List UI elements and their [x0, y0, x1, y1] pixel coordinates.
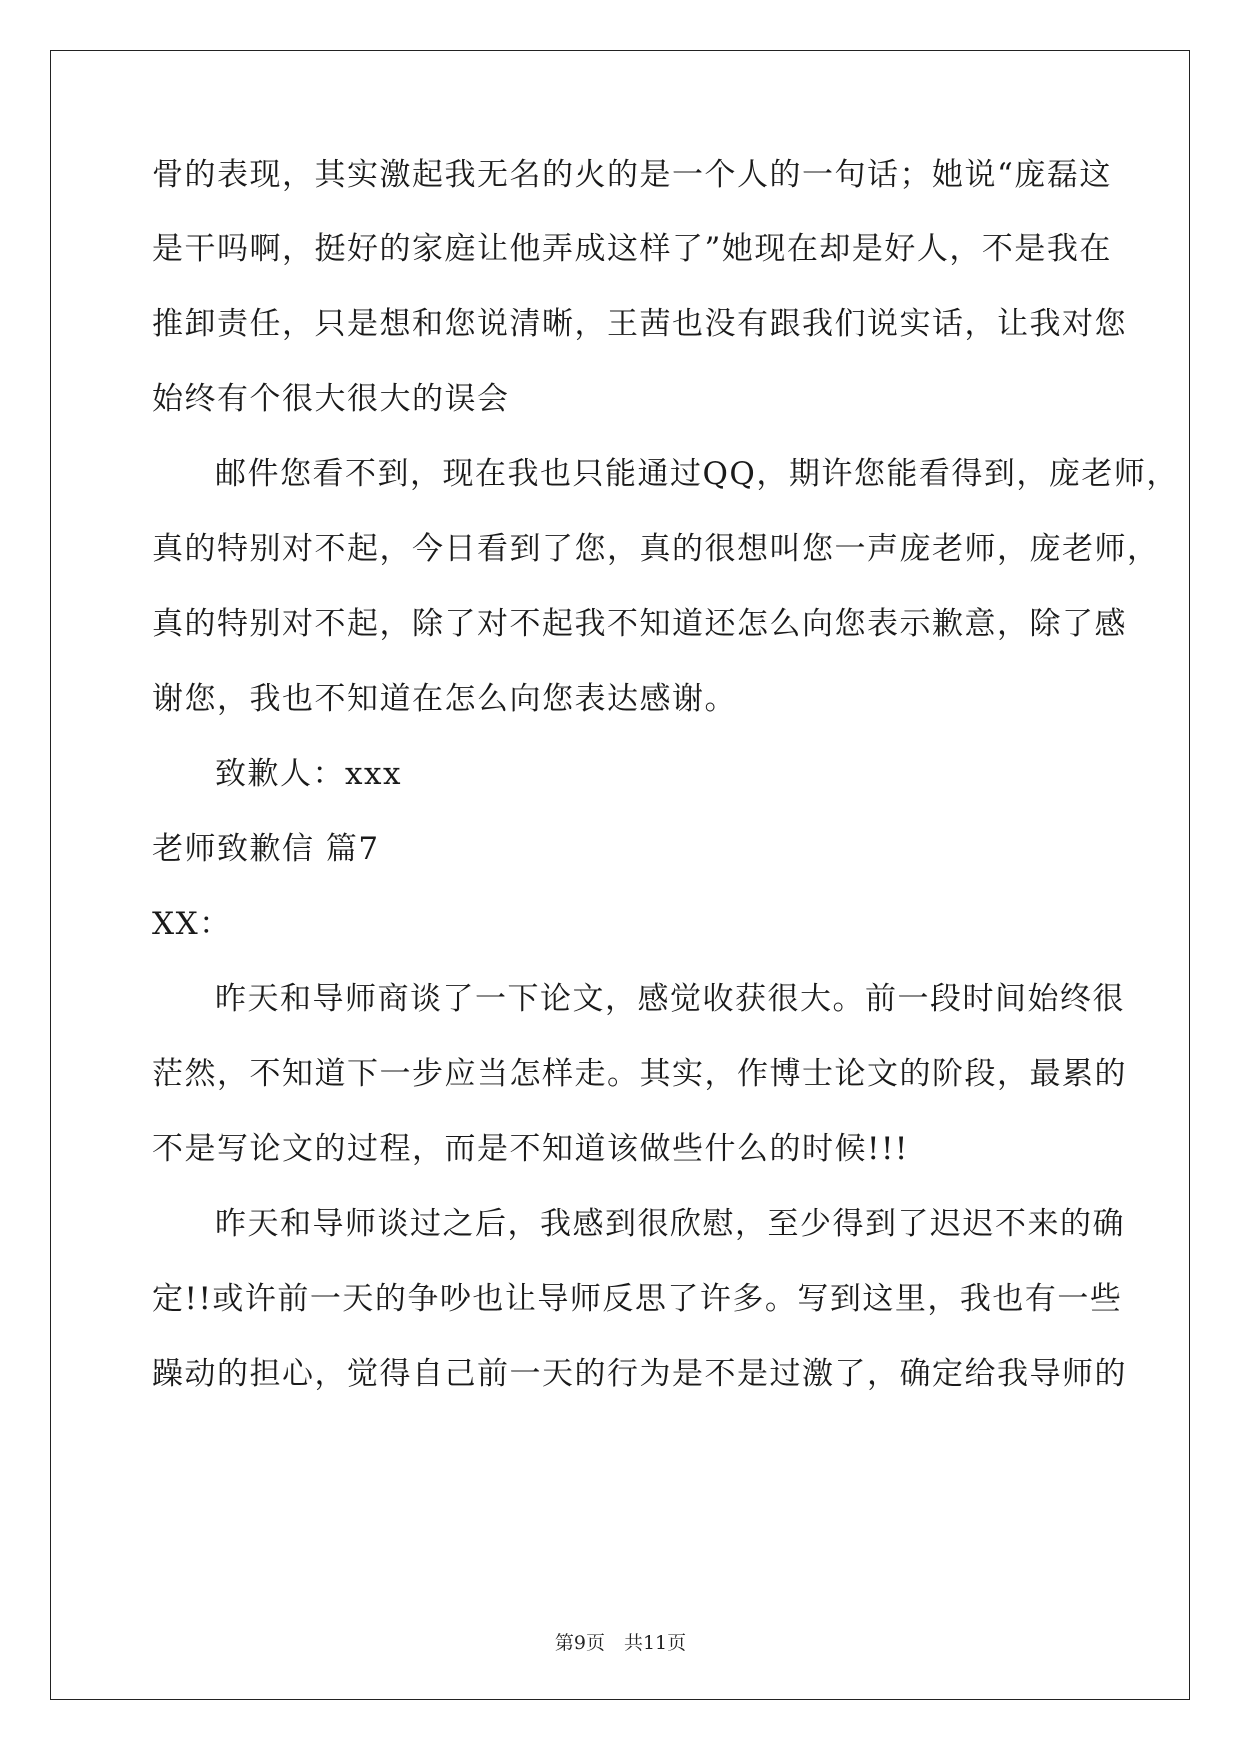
- text-line: 真的特别对不起，今日看到了您，真的很想叫您一声庞老师，庞老师，: [152, 531, 1160, 567]
- text-line: 躁动的担心，觉得自己前一天的行为是不是过激了，确定给我导师的: [152, 1356, 1127, 1392]
- section-heading: 老师致歉信 篇7: [152, 831, 380, 867]
- text-line: 是干吗啊，挺好的家庭让他弄成这样了”她现在却是好人，不是我在: [152, 231, 1112, 267]
- text-line: 骨的表现，其实激起我无名的火的是一个人的一句话；她说“庞磊这: [152, 157, 1112, 193]
- text-line: 谢您，我也不知道在怎么向您表达感谢。: [152, 681, 737, 717]
- text-line: 推卸责任，只是想和您说清晰，王茜也没有跟我们说实话，让我对您: [152, 306, 1127, 342]
- paragraph-start-line: 邮件您看不到，现在我也只能通过QQ，期许您能看得到，庞老师，: [215, 456, 1179, 492]
- paragraph-start-line: 昨天和导师商谈了一下论文，感觉收获很大。前一段时间始终很: [215, 981, 1125, 1017]
- text-line: 始终有个很大很大的误会: [152, 381, 510, 417]
- page-border: [50, 50, 1190, 1700]
- text-line: 茫然，不知道下一步应当怎样走。其实，作博士论文的阶段，最累的: [152, 1056, 1127, 1092]
- signature-line: 致歉人：xxx: [215, 756, 402, 792]
- page-number: 第9页 共11页: [554, 1632, 687, 1654]
- paragraph-start-line: 昨天和导师谈过之后，我感到很欣慰，至少得到了迟迟不来的确: [215, 1206, 1125, 1242]
- text-line: 定!!或许前一天的争吵也让导师反思了许多。写到这里，我也有一些: [152, 1281, 1123, 1317]
- text-line: 不是写论文的过程，而是不知道该做些什么的时候!!!: [152, 1131, 909, 1167]
- text-line: 真的特别对不起，除了对不起我不知道还怎么向您表示歉意，除了感: [152, 606, 1127, 642]
- salutation: XX：: [152, 906, 232, 942]
